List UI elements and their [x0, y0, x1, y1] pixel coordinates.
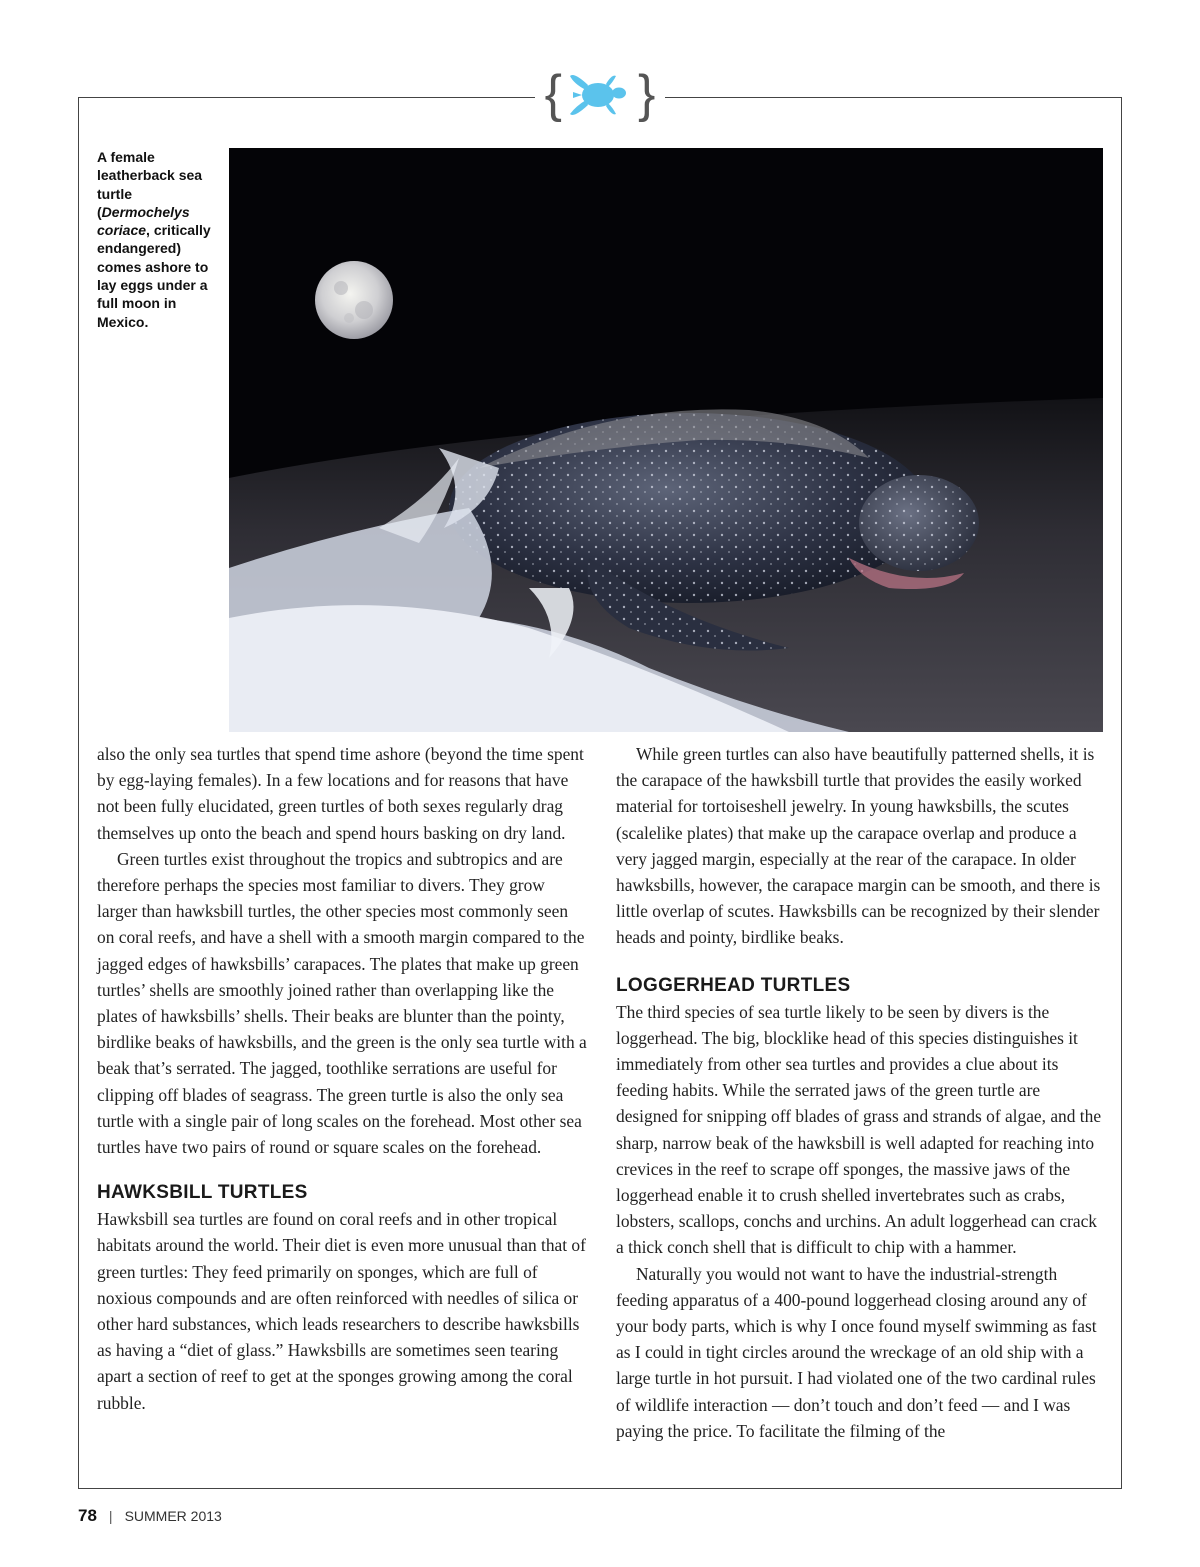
left-paragraph-1: also the only sea turtles that spend time ashore (beyond the time spent by egg-laying females). In a few locations and for reasons that have not been fully elucidated, green turtles of both sexes regularly drag themselves up onto the beach and spend hours basking on dry land.	[97, 744, 584, 843]
caption-text-start: A female leatherback sea turtle (	[97, 149, 203, 220]
sea-turtle-icon	[566, 68, 634, 120]
page-number: 78	[78, 1506, 97, 1525]
right-paragraph-2: The third species of sea turtle likely to be seen by divers is the loggerhead. The big, blocklike head of this species distinguishes it immediately from other sea turtles and provides a clue about its feeding habits. While the serrated jaws of the green turtle are designed for snipping off blades of grass and strands of algae, and the sharp, narrow beak of the hawksbill is well adapted for reaching into crevices in the reef to scrape off sponges, the massive jaws of the loggerhead enable it to crush shelled invertebrates such as crabs, lobsters, scallops, conchs and urchins. An adult loggerhead can crack a thick conch shell that is difficult to chip with a hammer.	[616, 1001, 1102, 1258]
photo-caption	[97, 148, 219, 331]
heading-hawksbill: HAWKSBILL TURTLES	[97, 1182, 308, 1204]
issue-label: SUMMER 2013	[124, 1508, 222, 1524]
section-emblem	[535, 66, 665, 122]
left-brace: {	[544, 65, 562, 123]
heading-loggerhead: LOGGERHEAD TURTLES	[616, 974, 851, 996]
left-paragraph-2: Green turtles exist throughout the tropics and subtropics and are therefore perhaps the species most familiar to divers. They grow larger than hawksbill turtles, the other species most commonly seen on coral reefs, and have a shell with a smooth margin compared to the jagged edges of hawksbills’ carapaces. The plates that make up green turtles’ shells are smoothly joined rather than overlapping like the plates of hawksbills’ shells. Their beaks are blunter than the pointy, birdlike beaks of hawksbills, and the green is the only sea turtle with a beak that’s serrated. The jagged, toothlike serrations are useful for clipping off blades of seagrass. The green turtle is also the only sea turtle with a single pair of long scales on the forehead. Most other sea turtles have two pairs of round or square scales on the forehead.	[97, 848, 587, 1158]
page-footer	[78, 1506, 222, 1526]
caption-text-end: , critically endangered) comes ashore to lay eggs under a full moon in Mexico.	[97, 222, 211, 330]
photo-illustration	[229, 148, 1103, 732]
left-paragraph-3: Hawksbill sea turtles are found on coral reefs and in other tropical habitats around the world. Their diet is even more unusual than that of green turtles: They feed primarily on sponges, which are full of noxious compounds and are often reinforced with needles of silica or other hard substances, which leads researchers to describe hawksbills as having a “diet of glass.” Hawksbills are sometimes seen tearing apart a section of reef to get at the sponges growing among the coral rubble.	[97, 1209, 586, 1413]
caption-species: Dermochelys coriace	[97, 203, 190, 239]
right-column	[616, 741, 1106, 1444]
right-brace: }	[638, 65, 656, 123]
footer-separator: |	[108, 1508, 113, 1524]
right-paragraph-1: While green turtles can also have beautifully patterned shells, it is the carapace of the hawksbill turtle that provides the easily worked material for tortoiseshell jewelry. In young hawksbills, the scutes (scalelike plates) that make up the carapace overlap and produce a very jagged margin, especially at the rear of the carapace. In older hawksbills, however, the carapace margin can be smooth, and there is little overlap of scutes. Hawksbills can be recognized by their slender heads and pointy, birdlike beaks.	[616, 744, 1101, 948]
right-paragraph-3: Naturally you would not want to have the industrial-strength feeding apparatus of a 400-pound loggerhead closing around any of your body parts, which is why I once found myself swimming as fast as I could in tight circles around the wreckage of an old ship with a large turtle in hot pursuit. I had violated one of the two cardinal rules of wildlife interaction — don’t touch and don’t feed — and I was paying the price. To facilitate the filming of the	[616, 1263, 1097, 1441]
leatherback-turtle-photo	[229, 148, 1103, 732]
left-column	[97, 741, 587, 1416]
